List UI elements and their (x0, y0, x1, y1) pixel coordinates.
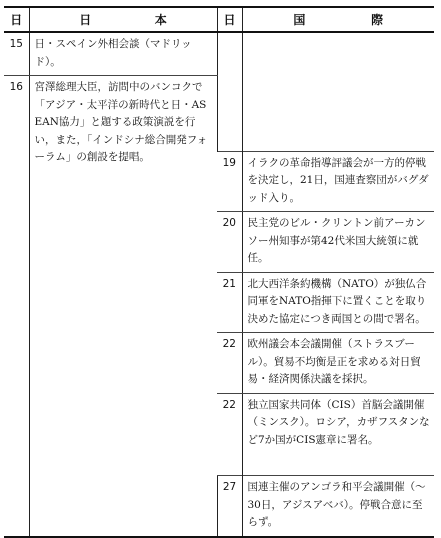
intl-entry-text: 独立国家共同体（CIS）首脳会議開催（ミンスク）。ロシア，カザフスタンなど7か国がCIS憲章に署名。 (242, 393, 434, 453)
intl-entry-day: 27 (217, 476, 242, 537)
header-international (242, 7, 434, 32)
intl-entry-text: 国連主催のアンゴラ和平会議開催（～30日，アジスアベバ）。停戦合意に至らず。 (242, 476, 434, 537)
japan-entry-row (4, 76, 434, 152)
intl-entry-day: 21 (217, 272, 242, 333)
intl-entry-day: 22 (222, 398, 236, 411)
chronology-table (4, 6, 434, 538)
header-day-japan: 日 (10, 13, 23, 27)
empty-cell (217, 76, 242, 152)
intl-entry-text: イラクの革命指導評議会が一方的停戦を決定し，21日，国連査察団がバグダッド入り。 (242, 151, 434, 212)
japan-entry-text: 日・スペイン外相会談（マドリッド）。 (29, 32, 217, 76)
header-intl-char-1: 国 (293, 13, 306, 27)
japan-entry-day: 15 (4, 32, 29, 76)
japan-entry-day: 16 (9, 81, 23, 93)
intl-entry-day: 19 (217, 151, 242, 212)
intl-entry-text: 民主党のビル・クリントン前アーカンソー州知事が第42代米国大統領に就任。 (242, 212, 434, 273)
empty-cell (4, 476, 29, 537)
header-japan-char-2: 本 (154, 13, 167, 27)
header-row (4, 7, 434, 32)
empty-cell (217, 32, 242, 76)
header-intl-char-2: 際 (371, 13, 384, 27)
empty-cell (29, 476, 217, 537)
intl-entry-row (4, 476, 434, 537)
empty-cell (242, 453, 434, 476)
empty-cell (242, 76, 434, 152)
empty-cell (242, 32, 434, 76)
intl-entry-day: 22 (217, 333, 242, 394)
intl-entry-text: 北大西洋条約機構（NATO）が独仏合同軍をNATO指揮下に置くことを取り決めた協定につき両国との間で署名。 (242, 272, 434, 333)
intl-entry-day: 20 (217, 212, 242, 273)
intl-entry-text: 欧州議会本会議開催（ストラスブール）。貿易不均衡是正を求める対日貿易・経済関係決議を採択。 (242, 333, 434, 394)
japan-entry-text: 宮澤総理大臣，訪問中のバンコクで「アジア・太平洋の新時代と日・ASEAN協力」と題する政策演説を行い，また，「インドシナ総合開発フォーラム」の創設を提唱。 (29, 76, 217, 476)
header-japan-char-1: 日 (79, 13, 92, 27)
japan-entry-row (4, 32, 434, 76)
header-day-international: 日 (217, 7, 242, 32)
empty-cell (217, 453, 242, 476)
header-japan (29, 7, 217, 32)
